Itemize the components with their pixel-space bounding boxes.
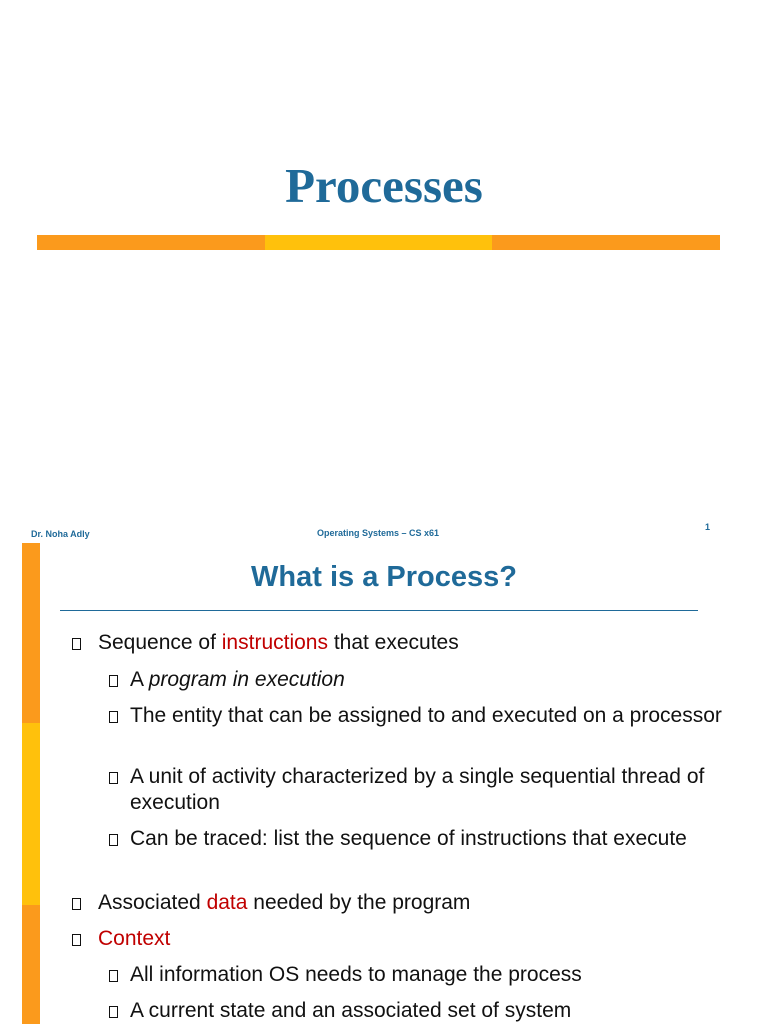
sub-bullet-square-icon (109, 711, 118, 723)
sub-bullet-square-icon (109, 675, 118, 687)
bullet-item (98, 890, 718, 916)
bullet-item (98, 630, 718, 656)
sub-bullet-item: Can be traced: list the sequence of instructions that execute (130, 827, 687, 850)
sub-bullet-item: All information OS needs to manage the process (130, 963, 582, 986)
bullet-item (98, 926, 718, 952)
bullet-text: Associated (98, 891, 207, 914)
sub-bullet-item: A unit of activity characterized by a single sequential thread of execution (130, 765, 705, 814)
bullet-text: needed by the program (247, 891, 471, 914)
side-accent-bar-bottom (22, 905, 40, 1024)
title-underline-right (492, 235, 720, 250)
sub-bullet-italic: program in execution (148, 668, 345, 691)
bullet-text: Sequence of (98, 631, 222, 654)
bullet-text: that executes (327, 631, 459, 654)
sub-bullet-square-icon (109, 1006, 118, 1018)
sub-bullet-text: A (130, 668, 149, 691)
sub-bullet-square-icon (109, 970, 118, 982)
sub-bullet-square-icon (109, 772, 118, 784)
side-accent-bar-middle (22, 723, 40, 905)
sub-bullet-item: The entity that can be assigned to and executed on a processor (130, 704, 722, 727)
sub-bullet-square-icon (109, 834, 118, 846)
bullet-square-icon (72, 638, 81, 650)
footer-course: Operating Systems – CS x61 (317, 528, 440, 538)
slide1-title: Processes (285, 158, 483, 213)
sub-bullet-item (130, 667, 730, 693)
slide2-title: What is a Process? (251, 561, 517, 593)
sub-bullet-item: A current state and an associated set of system (130, 999, 572, 1022)
bullet-highlight: Context (98, 927, 171, 950)
title-underline-middle (265, 235, 492, 250)
footer-author: Dr. Noha Adly (31, 529, 90, 539)
page-number: 1 (705, 522, 711, 532)
title-underline-left (37, 235, 265, 250)
bullet-highlight: data (206, 891, 248, 914)
bullet-square-icon (72, 898, 81, 910)
bullet-highlight: instructions (221, 631, 328, 654)
bullet-square-icon (72, 934, 81, 946)
title-divider (60, 610, 698, 611)
